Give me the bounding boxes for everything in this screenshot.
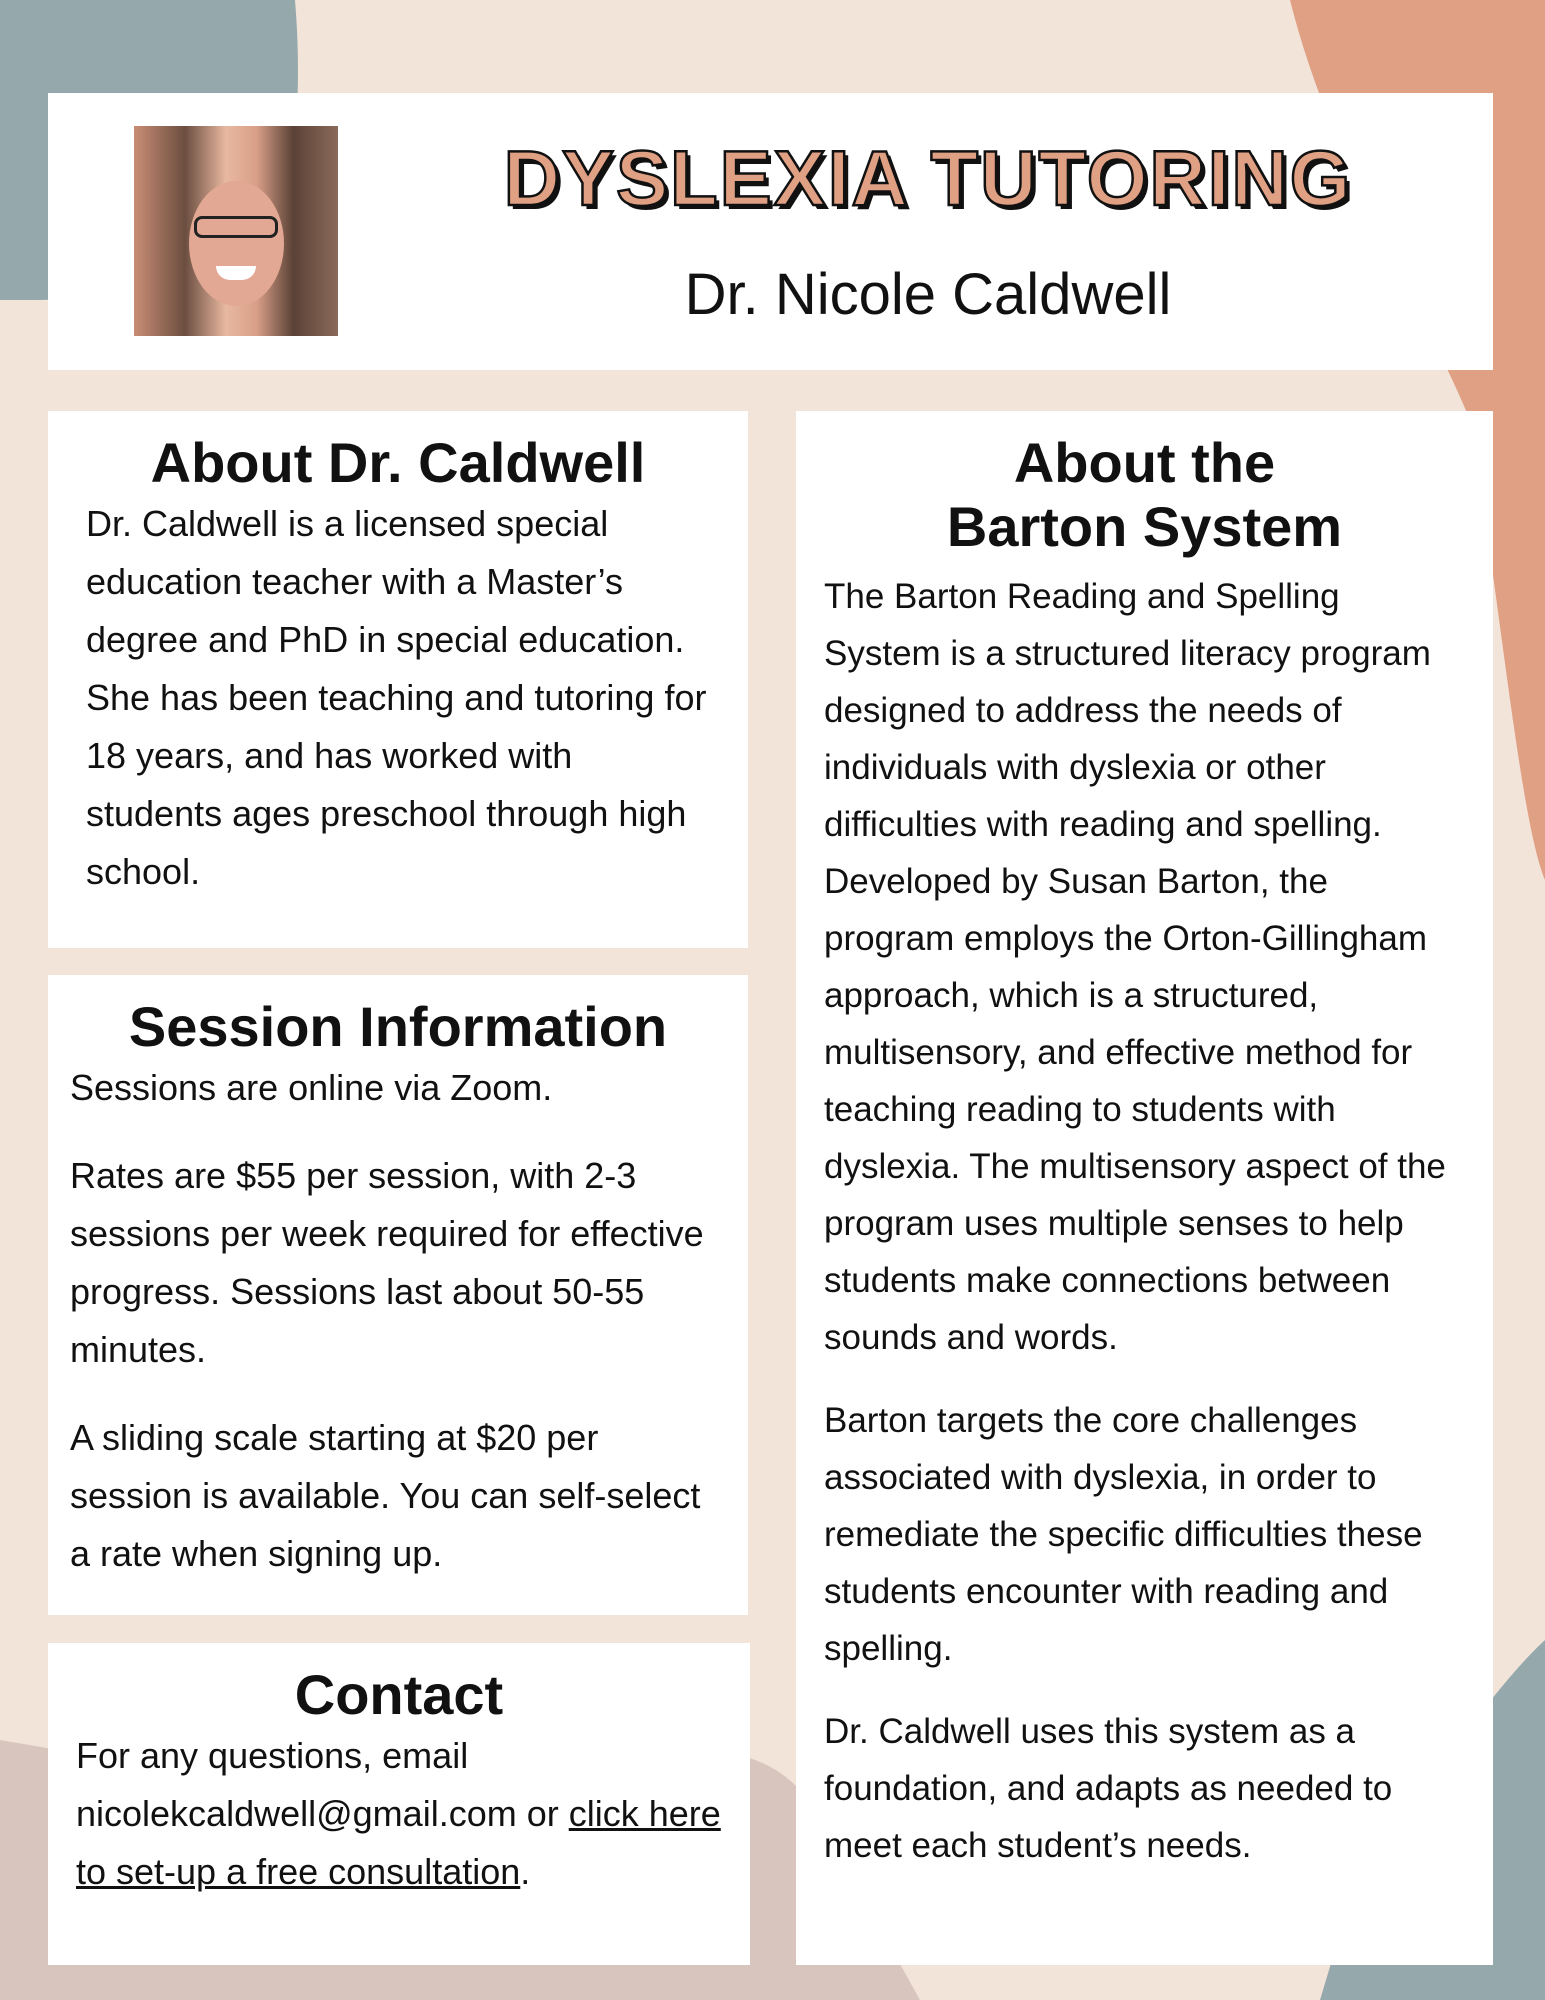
header-card — [48, 93, 1493, 370]
session-paragraph: Rates are $55 per session, with 2-3 sessions per week required for effective progress. Sessions last about 50-55 minutes. — [70, 1155, 704, 1371]
session-paragraph: Sessions are online via Zoom. — [70, 1067, 553, 1109]
about-text: Dr. Caldwell is a licensed special education teacher with a Master’s degree and PhD in special education. She has been teaching and tutoring for 18 years, and has worked with students ages preschool through high school. — [86, 503, 707, 893]
session-card — [48, 975, 748, 1615]
contact-end: . — [520, 1851, 531, 1893]
barton-heading-line1: About the — [1013, 431, 1276, 494]
barton-heading-line2: Barton System — [946, 495, 1343, 559]
contact-text — [76, 1727, 722, 1901]
consultation-link[interactable]: click here to set-up a free consultation — [76, 1793, 721, 1893]
contact-heading: Contact — [294, 1663, 504, 1726]
barton-paragraph: Barton targets the core challenges associated with dyslexia, in order to remediate the specific difficulties these students encounter with reading and spelling. — [824, 1400, 1423, 1668]
photo-glasses — [194, 216, 278, 238]
about-heading: About Dr. Caldwell — [150, 431, 646, 494]
session-paragraph: A sliding scale starting at $20 per session is available. You can self-select a rate when signing up. — [70, 1417, 701, 1575]
barton-heading — [824, 431, 1465, 560]
barton-paragraph: The Barton Reading and Spelling System is a structured literacy program designed to address the needs of individuals with dyslexia or other difficulties with reading and spelling. Developed by Susan Barton, the program employs the Orton-Gillingham approach, which is a structured, multisensory, and effective method for teaching reading to students with dyslexia. The multisensory aspect of the program uses multiple senses to help students make connections between sounds and words. — [824, 576, 1446, 1357]
photo-face — [189, 181, 284, 306]
profile-photo — [134, 126, 338, 336]
contact-card — [48, 1643, 750, 1965]
session-heading: Session Information — [128, 995, 668, 1058]
contact-intro: For any questions, email nicolekcaldwell@gmail.com or — [76, 1735, 569, 1835]
barton-card — [796, 411, 1493, 1965]
about-card — [48, 411, 748, 948]
tutor-name: Dr. Nicole Caldwell — [684, 262, 1172, 327]
page-title: DYSLEXIA TUTORING — [503, 134, 1353, 222]
barton-paragraph: Dr. Caldwell uses this system as a foundation, and adapts as needed to meet each student’s needs. — [824, 1711, 1393, 1865]
